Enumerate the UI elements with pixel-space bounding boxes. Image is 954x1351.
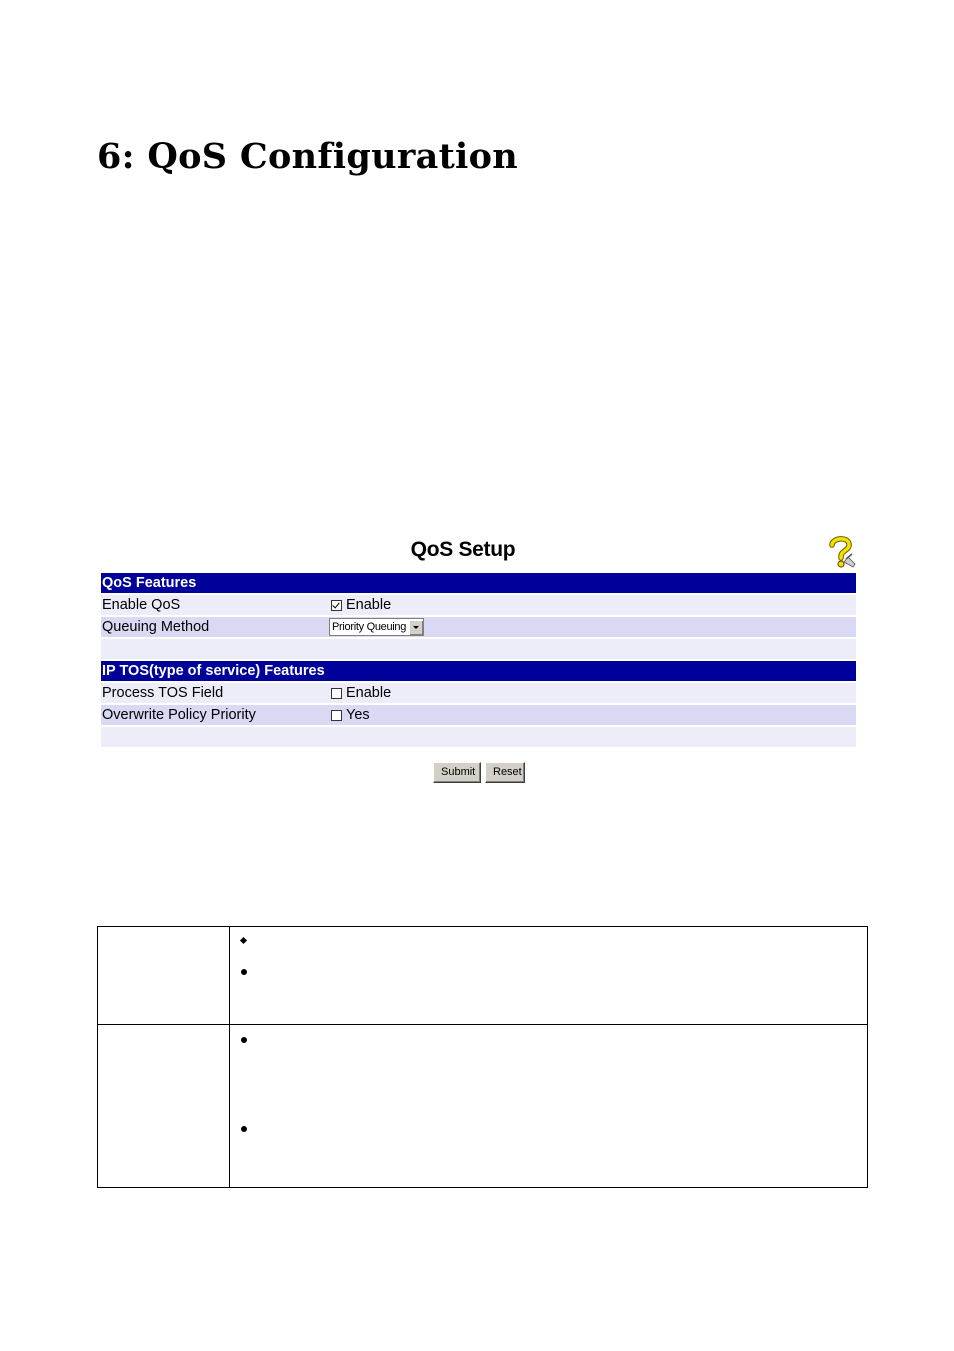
page-title: 6: QoS Configuration: [97, 136, 519, 177]
diamond-bullet-icon: [240, 937, 248, 945]
column-divider: [229, 1025, 230, 1188]
submit-button[interactable]: Submit: [433, 762, 481, 783]
enable-qos-label: Enable QoS: [102, 597, 181, 613]
help-question-icon[interactable]: [826, 535, 856, 569]
row-spacer: [101, 727, 856, 747]
dot-bullet-icon: [240, 968, 248, 976]
description-row: [98, 927, 867, 1025]
overwrite-policy-priority-checkbox[interactable]: [331, 710, 342, 721]
row-process-tos-field: [101, 683, 856, 703]
queuing-method-select[interactable]: [329, 618, 424, 636]
panel-title: QoS Setup: [410, 538, 516, 561]
form-buttons: [433, 762, 525, 783]
process-tos-field-label: Process TOS Field: [102, 685, 224, 701]
queuing-method-label: Queuing Method: [102, 619, 210, 635]
reset-button[interactable]: Reset: [485, 762, 525, 783]
description-table: [97, 926, 868, 1188]
description-row: [98, 1025, 867, 1188]
overwrite-policy-priority-checkbox-label: Yes: [346, 707, 370, 723]
row-spacer: [101, 639, 856, 659]
dot-bullet-icon: [240, 1036, 248, 1044]
queuing-method-value: Priority Queuing: [332, 621, 407, 633]
chevron-down-icon[interactable]: [409, 620, 423, 635]
column-divider: [229, 927, 230, 1024]
enable-qos-checkbox-label: Enable: [346, 597, 392, 613]
row-enable-qos: [101, 595, 856, 615]
process-tos-field-checkbox[interactable]: [331, 688, 342, 699]
row-queuing-method: [101, 617, 856, 637]
dot-bullet-icon: [240, 1125, 248, 1133]
enable-qos-checkbox[interactable]: [331, 600, 342, 611]
section-header-label: QoS Features: [102, 575, 197, 591]
section-header-ip-tos-features: [101, 661, 856, 681]
row-overwrite-policy-priority: [101, 705, 856, 725]
qos-settings-table: [101, 573, 856, 749]
process-tos-field-checkbox-label: Enable: [346, 685, 392, 701]
section-header-label: IP TOS(type of service) Features: [102, 663, 325, 679]
section-header-qos-features: [101, 573, 856, 593]
overwrite-policy-priority-label: Overwrite Policy Priority: [102, 707, 256, 723]
